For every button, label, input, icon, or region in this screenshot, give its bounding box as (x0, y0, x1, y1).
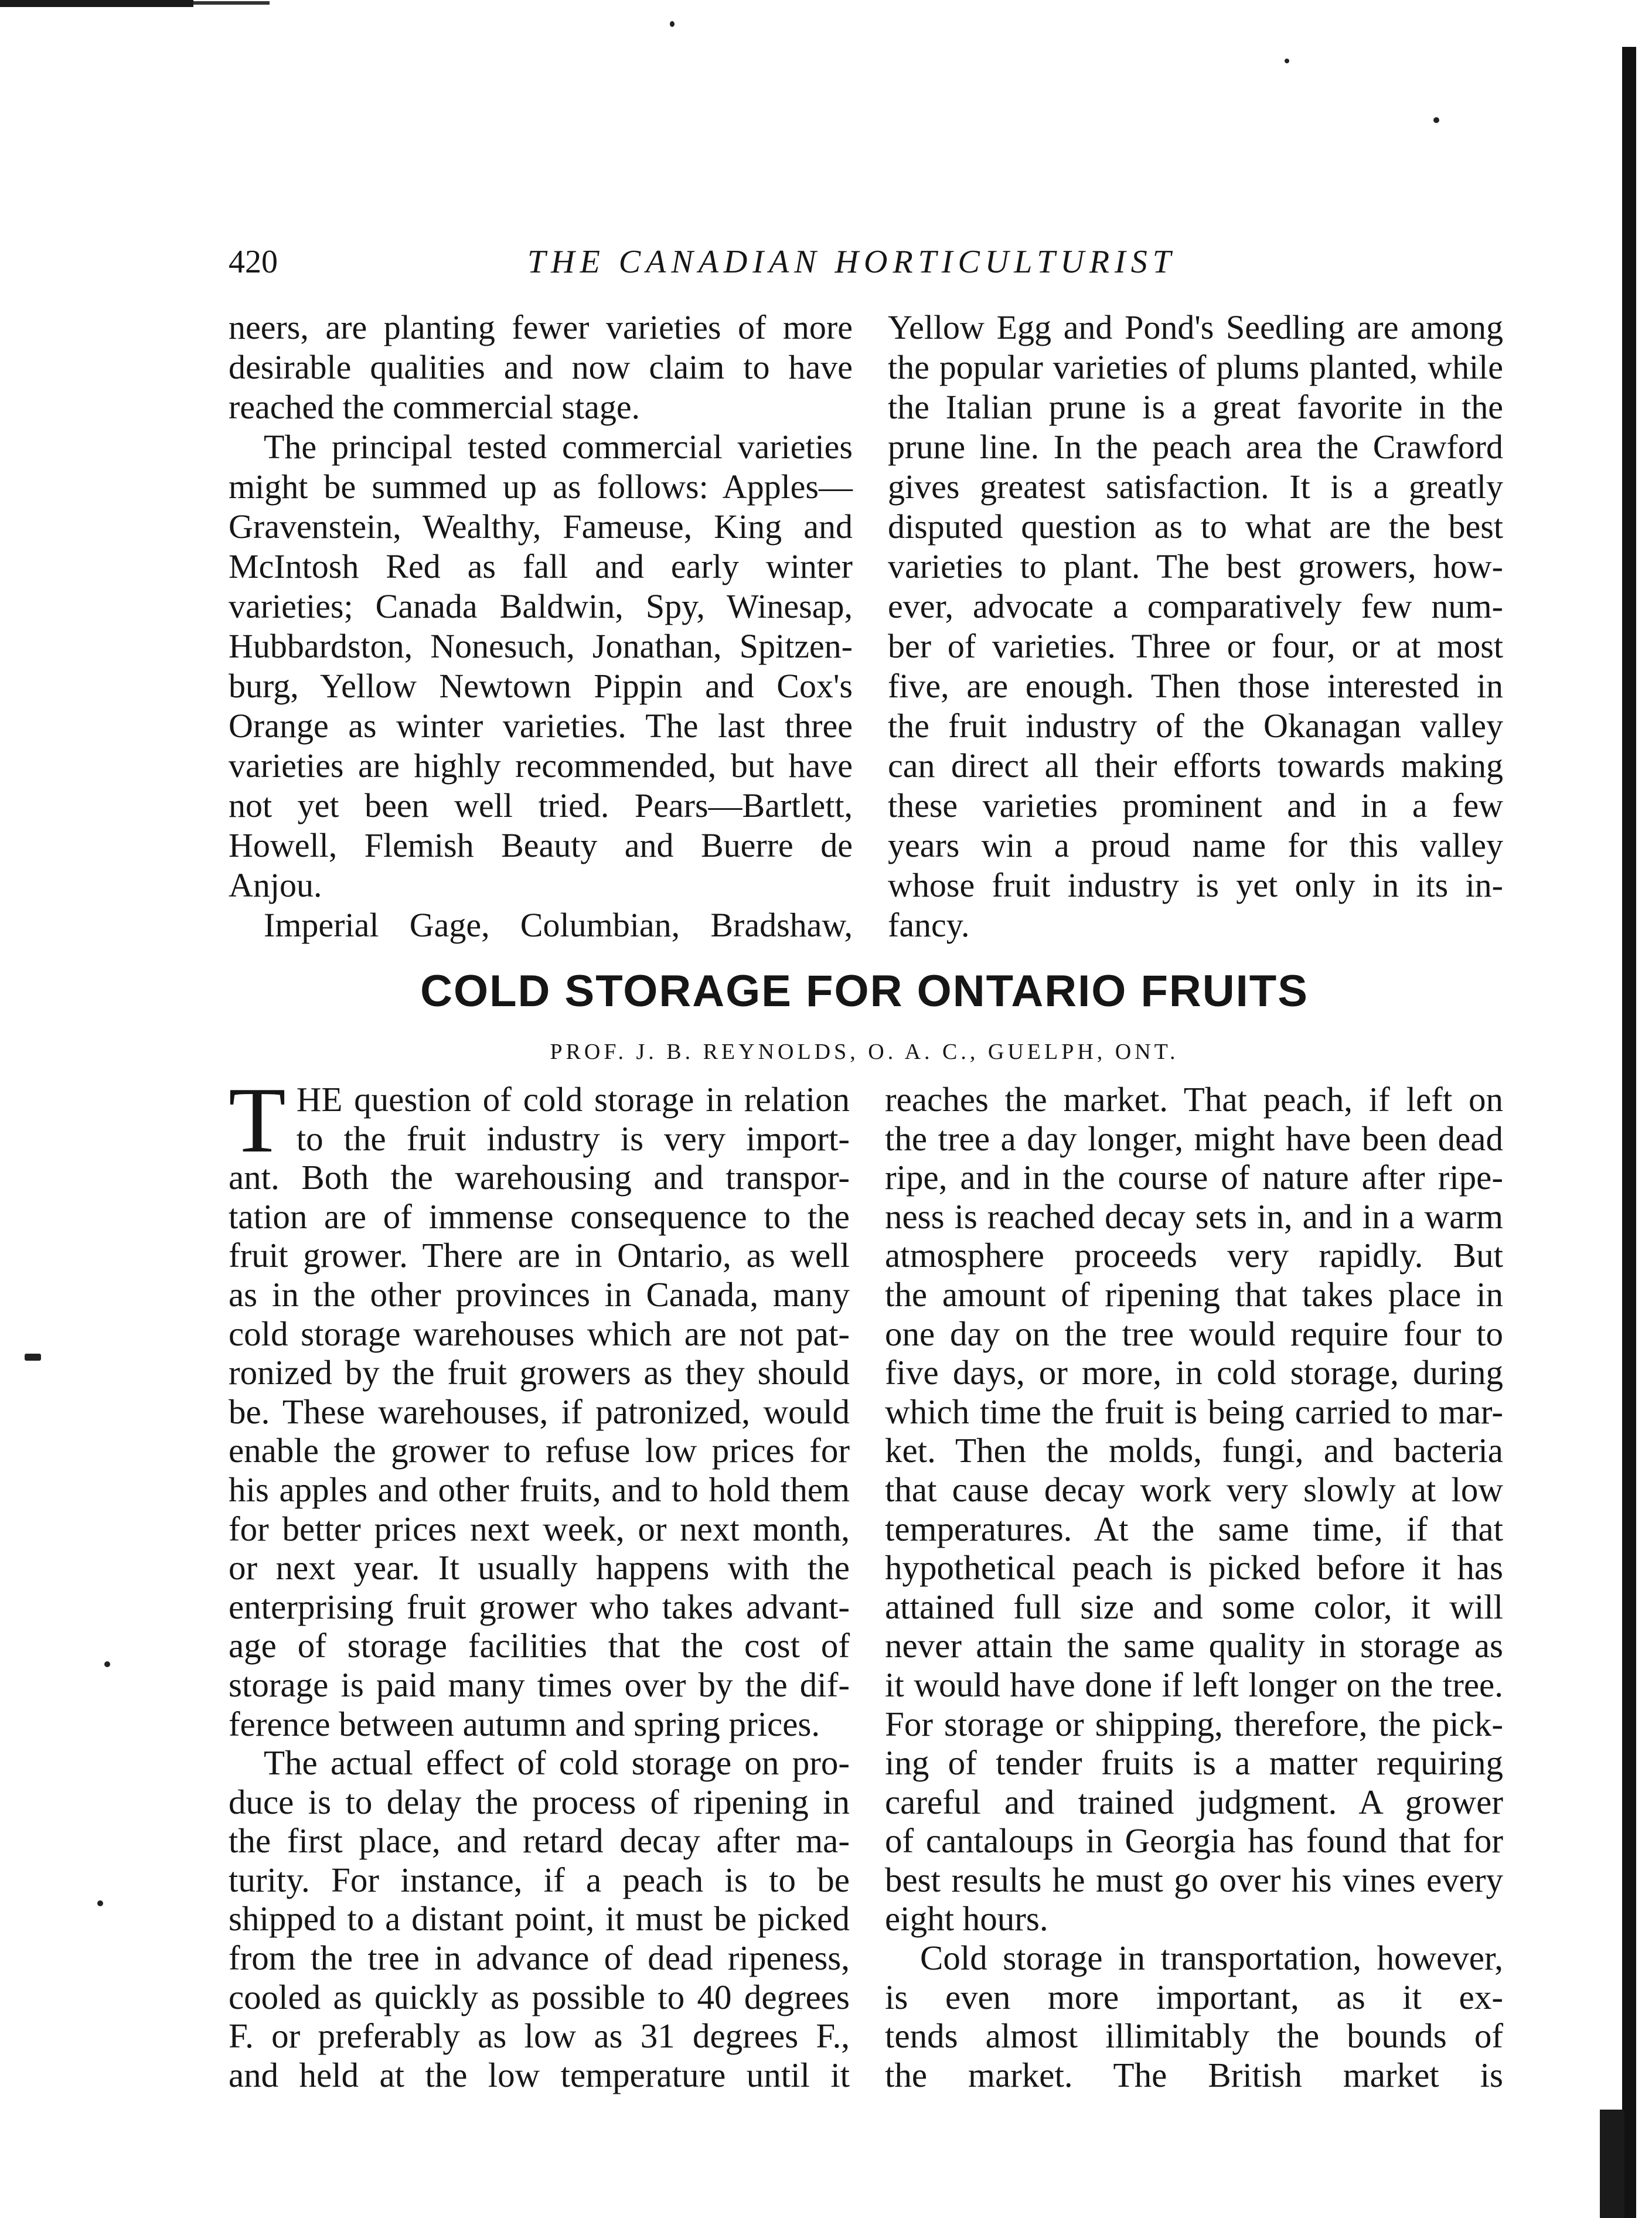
text-line: best results he must go over his vines every (885, 1860, 1503, 1899)
text-line: of cantaloups in Georgia has found that for (885, 1821, 1503, 1861)
text-line: to the fruit industry is very import- (296, 1119, 850, 1158)
text-line: ever, advocate a comparatively few num- (888, 587, 1503, 625)
scan-edge-top-fade (193, 1, 270, 5)
text-line: the fruit industry of the Okanagan valley (888, 707, 1503, 745)
text-line: careful and trained judgment. A grower (885, 1782, 1503, 1821)
scan-edge-corner (1600, 2110, 1624, 2218)
text-line: his apples and other fruits, and to hold them (229, 1470, 850, 1509)
scan-speck (25, 1354, 41, 1361)
text-line: Orange as winter varieties. The last three (229, 707, 853, 745)
text-line: is even more important, as it ex- (885, 1977, 1503, 2016)
text-line: ant. Both the warehousing and transpor- (229, 1158, 850, 1197)
text-line: McIntosh Red as fall and early winter (229, 547, 853, 585)
text-line: storage is paid many times over by the dif- (229, 1665, 850, 1704)
text-line: desirable qualities and now claim to have (229, 348, 853, 386)
text-line: ket. Then the molds, fungi, and bacteria (885, 1431, 1503, 1470)
article-byline: PROF. J. B. REYNOLDS, O. A. C., GUELPH, ONT. (550, 1040, 1179, 1064)
text-line: hypothetical peach is picked before it has (885, 1548, 1503, 1587)
text-line: the tree a day longer, might have been dead (885, 1119, 1503, 1158)
text-line: The actual effect of cold storage on pro- (264, 1743, 850, 1783)
text-line: For storage or shipping, therefore, the pick- (885, 1704, 1503, 1743)
text-line: and held at the low temperature until it (229, 2055, 850, 2094)
text-line: enable the grower to refuse low prices for (229, 1431, 850, 1470)
text-line: cold storage warehouses which are not pat- (229, 1314, 850, 1353)
text-line: whose fruit industry is yet only in its in- (888, 866, 1503, 904)
page-number: 420 (229, 244, 278, 280)
text-line: ronized by the fruit growers as they should (229, 1353, 850, 1392)
text-line: varieties; Canada Baldwin, Spy, Winesap, (229, 587, 853, 625)
text-line: eight hours. (885, 1899, 1048, 1938)
text-line: years win a proud name for this valley (888, 826, 1503, 864)
text-line: neers, are planting fewer varieties of more (229, 308, 853, 346)
text-line: Howell, Flemish Beauty and Buerre de (229, 826, 853, 864)
text-line: the popular varieties of plums planted, while (888, 348, 1503, 386)
text-line: reaches the market. That peach, if left on (885, 1080, 1503, 1119)
text-line: never attain the same quality in storage as (885, 1626, 1503, 1665)
text-line: be. These warehouses, if patronized, would (229, 1392, 850, 1431)
scan-speck (1433, 117, 1439, 123)
text-line: shipped to a distant point, it must be picked (229, 1899, 850, 1938)
article-title: COLD STORAGE FOR ONTARIO FRUITS (420, 966, 1309, 1016)
running-title: THE CANADIAN HORTICULTURIST (527, 244, 1176, 280)
text-line: F. or preferably as low as 31 degrees F., (229, 2016, 850, 2056)
text-line: from the tree in advance of dead ripeness, (229, 1938, 850, 1978)
text-line: gives greatest satisfaction. It is a greatly (888, 468, 1503, 506)
text-line: one day on the tree would require four to (885, 1314, 1503, 1353)
text-line: for better prices next week, or next month, (229, 1509, 850, 1548)
text-line: tends almost illimitably the bounds of (885, 2016, 1503, 2056)
text-line: Yellow Egg and Pond's Seedling are among (888, 308, 1503, 346)
text-line: the Italian prune is a great favorite in the (888, 388, 1503, 426)
text-line: burg, Yellow Newtown Pippin and Cox's (229, 667, 853, 705)
text-line: ference between autumn and spring prices. (229, 1704, 820, 1743)
scan-speck (670, 21, 675, 27)
text-line: Cold storage in transportation, however, (920, 1938, 1503, 1978)
text-line: or next year. It usually happens with the (229, 1548, 850, 1587)
text-line: cooled as quickly as possible to 40 degrees (229, 1977, 850, 2016)
text-line: that cause decay work very slowly at low (885, 1470, 1503, 1509)
text-line: ripe, and in the course of nature after ripe- (885, 1158, 1503, 1197)
text-line: ing of tender fruits is a matter requiring (885, 1743, 1503, 1783)
text-line: Anjou. (229, 866, 322, 904)
scan-edge-top (0, 0, 193, 7)
scan-edge-right (1622, 47, 1636, 2218)
text-line: atmosphere proceeds very rapidly. But (885, 1236, 1503, 1275)
text-line: five, are enough. Then those interested in (888, 667, 1503, 705)
text-line: varieties to plant. The best growers, how- (888, 547, 1503, 585)
scan-speck (104, 1661, 110, 1667)
text-line: tation are of immense consequence to the (229, 1197, 850, 1236)
text-line: ness is reached decay sets in, and in a warm (885, 1197, 1503, 1236)
text-line: varieties are highly recommended, but have (229, 747, 853, 785)
article-left-column (229, 1068, 850, 2094)
text-line: Gravenstein, Wealthy, Fameuse, King and (229, 507, 853, 546)
text-line: which time the fruit is being carried to mar- (885, 1392, 1503, 1431)
text-line: The principal tested commercial varieties (264, 428, 853, 466)
scan-speck (97, 1900, 103, 1906)
text-line: fancy. (888, 906, 970, 944)
scan-speck (1285, 59, 1289, 63)
text-line: age of storage facilities that the cost of (229, 1626, 850, 1665)
article-right-column (885, 1080, 1503, 2094)
text-line: these varieties prominent and in a few (888, 786, 1503, 824)
text-line: enterprising fruit grower who takes advant- (229, 1587, 850, 1626)
drop-cap: T (229, 1068, 286, 1172)
page-header (229, 243, 1547, 290)
text-line: HE question of cold storage in relation (296, 1080, 850, 1119)
text-line: might be summed up as follows: Apples— (229, 468, 853, 506)
text-line: attained full size and some color, it will (885, 1587, 1503, 1626)
text-line: the amount of ripening that takes place in (885, 1275, 1503, 1314)
text-line: prune line. In the peach area the Crawford (888, 428, 1503, 466)
text-line: Imperial Gage, Columbian, Bradshaw, (264, 906, 853, 944)
text-line: disputed question as to what are the best (888, 507, 1503, 546)
text-line: not yet been well tried. Pears—Bartlett, (229, 786, 853, 824)
text-line: ber of varieties. Three or four, or at most (888, 627, 1503, 665)
text-line: it would have done if left longer on the tree. (885, 1665, 1503, 1704)
text-line: duce is to delay the process of ripening in (229, 1782, 850, 1821)
text-line: as in the other provinces in Canada, many (229, 1275, 850, 1314)
text-line: can direct all their efforts towards making (888, 747, 1503, 785)
text-line: the market. The British market is (885, 2055, 1503, 2094)
text-line: temperatures. At the same time, if that (885, 1509, 1503, 1548)
text-line: turity. For instance, if a peach is to be (229, 1860, 850, 1899)
text-line: five days, or more, in cold storage, during (885, 1353, 1503, 1392)
text-line: the first place, and retard decay after ma- (229, 1821, 850, 1861)
text-line: reached the commercial stage. (229, 388, 641, 426)
text-line: Hubbardston, Nonesuch, Jonathan, Spitzen- (229, 627, 853, 665)
text-line: fruit grower. There are in Ontario, as well (229, 1236, 850, 1275)
top-right-column (888, 308, 1503, 945)
top-left-column (229, 308, 853, 945)
